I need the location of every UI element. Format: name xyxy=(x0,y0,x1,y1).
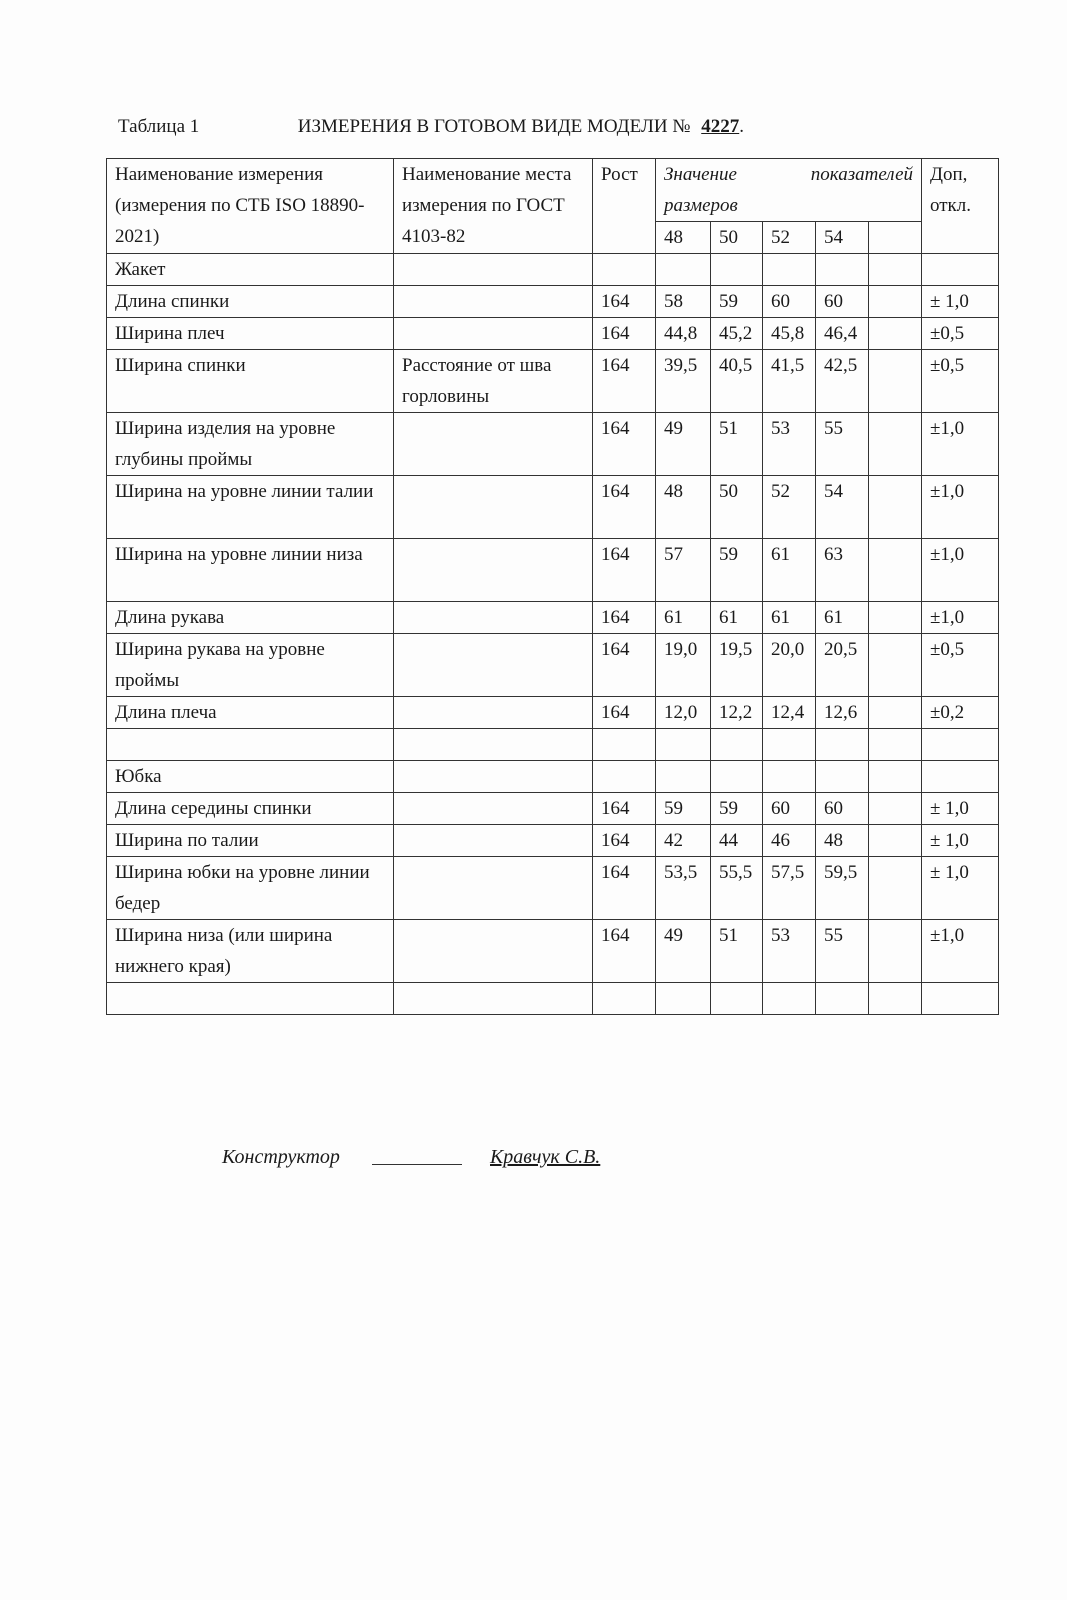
table-row xyxy=(107,476,999,539)
empty-cell xyxy=(763,761,816,793)
empty-cell xyxy=(869,761,922,793)
size-value: 61 xyxy=(816,602,869,634)
table-row xyxy=(107,634,999,697)
size-value: 19,5 xyxy=(711,634,763,697)
height-value: 164 xyxy=(593,697,656,729)
empty-row xyxy=(107,729,999,761)
height-value: 164 xyxy=(593,350,656,413)
table-row xyxy=(107,413,999,476)
height-value: 164 xyxy=(593,825,656,857)
size-value: 20,0 xyxy=(763,634,816,697)
empty-cell xyxy=(394,254,593,286)
empty-cell xyxy=(869,729,922,761)
size-value: 53 xyxy=(763,920,816,983)
empty-cell xyxy=(394,729,593,761)
header-values xyxy=(656,159,922,222)
header-tolerance: Доп, откл. xyxy=(922,159,999,254)
empty-cell xyxy=(593,254,656,286)
size-value: 59 xyxy=(711,539,763,602)
section-row xyxy=(107,761,999,793)
size-value: 58 xyxy=(656,286,711,318)
section-title: Юбка xyxy=(107,761,394,793)
size-value: 55 xyxy=(816,920,869,983)
measurements-table xyxy=(106,158,999,1015)
size-value xyxy=(869,697,922,729)
size-value xyxy=(869,413,922,476)
empty-cell xyxy=(922,729,999,761)
size-value: 20,5 xyxy=(816,634,869,697)
table-row xyxy=(107,697,999,729)
size-value: 59 xyxy=(711,793,763,825)
measurement-name: Ширина на уровне линии талии xyxy=(107,476,394,539)
size-value: 12,4 xyxy=(763,697,816,729)
section-row xyxy=(107,254,999,286)
size-value xyxy=(869,825,922,857)
table-row xyxy=(107,539,999,602)
empty-cell xyxy=(922,983,999,1015)
size-value: 39,5 xyxy=(656,350,711,413)
height-value: 164 xyxy=(593,793,656,825)
size-value: 45,8 xyxy=(763,318,816,350)
measurement-place xyxy=(394,634,593,697)
size-value: 59,5 xyxy=(816,857,869,920)
header-place: Наименование места измерения по ГОСТ 4103-82 xyxy=(394,159,593,254)
size-value xyxy=(869,857,922,920)
table-row xyxy=(107,350,999,413)
table-row xyxy=(107,825,999,857)
table-caption xyxy=(118,116,744,138)
height-value: 164 xyxy=(593,539,656,602)
size-value: 40,5 xyxy=(711,350,763,413)
empty-cell xyxy=(869,254,922,286)
size-value: 45,2 xyxy=(711,318,763,350)
size-value: 61 xyxy=(656,602,711,634)
size-value: 48 xyxy=(656,476,711,539)
measurement-place xyxy=(394,602,593,634)
size-value xyxy=(869,539,922,602)
size-value: 60 xyxy=(763,286,816,318)
height-value: 164 xyxy=(593,476,656,539)
header-row xyxy=(107,159,999,222)
measurement-name: Длина спинки xyxy=(107,286,394,318)
size-value xyxy=(869,350,922,413)
measurement-place xyxy=(394,286,593,318)
size-value: 19,0 xyxy=(656,634,711,697)
tolerance-value: ±0,2 xyxy=(922,697,999,729)
size-value: 54 xyxy=(816,476,869,539)
measurement-place xyxy=(394,476,593,539)
size-value: 50 xyxy=(711,476,763,539)
size-value: 55 xyxy=(816,413,869,476)
measurement-name: Ширина изделия на уровне глубины проймы xyxy=(107,413,394,476)
empty-cell xyxy=(922,254,999,286)
size-48: 48 xyxy=(656,222,711,254)
size-value: 60 xyxy=(816,286,869,318)
empty-cell xyxy=(656,254,711,286)
table-label: Таблица 1 xyxy=(118,116,200,137)
size-value: 61 xyxy=(711,602,763,634)
size-54: 54 xyxy=(816,222,869,254)
size-value: 42 xyxy=(656,825,711,857)
empty-cell xyxy=(107,983,394,1015)
measurement-name: Длина середины спинки xyxy=(107,793,394,825)
signature-blank xyxy=(372,1146,462,1165)
tolerance-value: ±1,0 xyxy=(922,602,999,634)
size-value: 59 xyxy=(711,286,763,318)
measurement-place xyxy=(394,825,593,857)
empty-cell xyxy=(593,983,656,1015)
table-row xyxy=(107,920,999,983)
tolerance-value: ±0,5 xyxy=(922,350,999,413)
table-row xyxy=(107,793,999,825)
height-value: 164 xyxy=(593,857,656,920)
empty-cell xyxy=(711,761,763,793)
tolerance-value: ±1,0 xyxy=(922,539,999,602)
tolerance-value: ± 1,0 xyxy=(922,286,999,318)
tolerance-value: ± 1,0 xyxy=(922,857,999,920)
size-value xyxy=(869,318,922,350)
size-value: 42,5 xyxy=(816,350,869,413)
empty-cell xyxy=(711,729,763,761)
header-measurement: Наименование измерения (измерения по СТБ ISO 18890-2021) xyxy=(107,159,394,254)
empty-cell xyxy=(922,761,999,793)
table-title: ИЗМЕРЕНИЯ В ГОТОВОМ ВИДЕ МОДЕЛИ № xyxy=(297,116,691,137)
empty-cell xyxy=(593,761,656,793)
height-value: 164 xyxy=(593,602,656,634)
measurement-name: Ширина плеч xyxy=(107,318,394,350)
measurement-place xyxy=(394,539,593,602)
measurement-place xyxy=(394,413,593,476)
measurement-place xyxy=(394,793,593,825)
size-value xyxy=(869,634,922,697)
table-row xyxy=(107,857,999,920)
size-value: 60 xyxy=(763,793,816,825)
empty-cell xyxy=(394,983,593,1015)
empty-cell xyxy=(816,761,869,793)
header-values-text: Значение показателей размеров xyxy=(664,164,913,216)
size-value: 51 xyxy=(711,920,763,983)
tolerance-value: ±1,0 xyxy=(922,413,999,476)
measurement-name: Ширина на уровне линии низа xyxy=(107,539,394,602)
size-value: 12,2 xyxy=(711,697,763,729)
size-value: 44,8 xyxy=(656,318,711,350)
empty-cell xyxy=(656,729,711,761)
size-value xyxy=(869,476,922,539)
size-value: 57 xyxy=(656,539,711,602)
model-number: 4227 xyxy=(701,116,740,137)
table-row xyxy=(107,286,999,318)
empty-cell xyxy=(711,254,763,286)
measurement-name: Ширина низа (или ширина нижнего края) xyxy=(107,920,394,983)
size-value: 63 xyxy=(816,539,869,602)
size-value xyxy=(869,793,922,825)
empty-cell xyxy=(816,254,869,286)
height-value: 164 xyxy=(593,634,656,697)
size-value: 12,6 xyxy=(816,697,869,729)
size-empty xyxy=(869,222,922,254)
measurement-place: Расстояние от шва горловины xyxy=(394,350,593,413)
height-value: 164 xyxy=(593,920,656,983)
size-value: 53,5 xyxy=(656,857,711,920)
tolerance-value: ±1,0 xyxy=(922,920,999,983)
empty-cell xyxy=(763,729,816,761)
empty-cell xyxy=(869,983,922,1015)
height-value: 164 xyxy=(593,286,656,318)
empty-cell xyxy=(763,254,816,286)
empty-cell xyxy=(107,729,394,761)
tolerance-value: ±1,0 xyxy=(922,476,999,539)
measurement-place xyxy=(394,318,593,350)
size-value: 61 xyxy=(763,602,816,634)
table-body xyxy=(107,254,999,1015)
measurement-place xyxy=(394,920,593,983)
empty-cell xyxy=(593,729,656,761)
header-height: Рост xyxy=(593,159,656,254)
size-value: 46,4 xyxy=(816,318,869,350)
size-value: 55,5 xyxy=(711,857,763,920)
height-value: 164 xyxy=(593,318,656,350)
tolerance-value: ± 1,0 xyxy=(922,793,999,825)
empty-cell xyxy=(711,983,763,1015)
tolerance-value: ± 1,0 xyxy=(922,825,999,857)
table-row xyxy=(107,318,999,350)
size-value xyxy=(869,920,922,983)
size-value: 53 xyxy=(763,413,816,476)
table-row xyxy=(107,602,999,634)
size-value: 48 xyxy=(816,825,869,857)
measurement-place xyxy=(394,697,593,729)
size-value: 52 xyxy=(763,476,816,539)
empty-cell xyxy=(656,761,711,793)
size-value: 44 xyxy=(711,825,763,857)
empty-cell xyxy=(763,983,816,1015)
empty-cell xyxy=(394,761,593,793)
size-value: 46 xyxy=(763,825,816,857)
measurement-name: Ширина по талии xyxy=(107,825,394,857)
empty-cell xyxy=(656,983,711,1015)
size-value: 61 xyxy=(763,539,816,602)
empty-cell xyxy=(816,729,869,761)
size-value: 60 xyxy=(816,793,869,825)
size-value: 49 xyxy=(656,920,711,983)
tolerance-value: ±0,5 xyxy=(922,634,999,697)
measurement-name: Ширина юбки на уровне линии бедер xyxy=(107,857,394,920)
empty-cell xyxy=(816,983,869,1015)
size-50: 50 xyxy=(711,222,763,254)
signature-role: Конструктор xyxy=(222,1146,340,1168)
size-value: 12,0 xyxy=(656,697,711,729)
signature-line xyxy=(372,1146,462,1171)
section-title: Жакет xyxy=(107,254,394,286)
measurement-name: Длина плеча xyxy=(107,697,394,729)
size-value: 49 xyxy=(656,413,711,476)
size-value: 51 xyxy=(711,413,763,476)
measurement-name: Ширина рукава на уровне проймы xyxy=(107,634,394,697)
size-value: 59 xyxy=(656,793,711,825)
size-value: 41,5 xyxy=(763,350,816,413)
size-52: 52 xyxy=(763,222,816,254)
size-value xyxy=(869,602,922,634)
measurement-name: Длина рукава xyxy=(107,602,394,634)
size-value: 57,5 xyxy=(763,857,816,920)
measurement-name: Ширина спинки xyxy=(107,350,394,413)
signature-name: Кравчук С.В. xyxy=(490,1146,601,1168)
size-value xyxy=(869,286,922,318)
measurement-place xyxy=(394,857,593,920)
height-value: 164 xyxy=(593,413,656,476)
tolerance-value: ±0,5 xyxy=(922,318,999,350)
caption-period: . xyxy=(739,116,744,137)
empty-row xyxy=(107,983,999,1015)
